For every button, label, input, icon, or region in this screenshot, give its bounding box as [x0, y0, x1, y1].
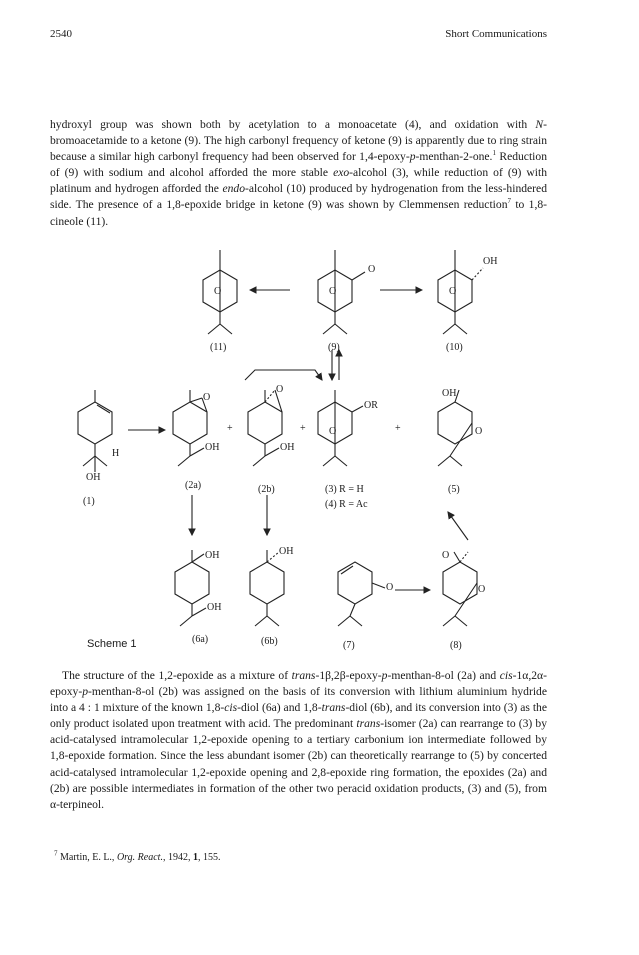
citation-ref: 1	[492, 149, 496, 158]
paragraph-1: hydroxyl group was shown both by acetylation to a monoacetate (4), and oxidation with N-bromoacetamide to a ketone (9). The high carbonyl frequency of ketone (9) is apparently due to ring strain because a similar high carbonyl frequency had been observed for 1,4-epoxy-p-menthan-2-one.$^1$ Reduction of (9) with sodium and alcohol afforded the more stable exo-alcohol (3), while reduction of (9) with platinum and hydrogen afforded the endo-alcohol (10) produced by hydrogenation from the less-hindered side. The presence of a 1,8-epoxide bridge in ketone (9) was shown by Clemmensen reduction$^7$ to 1,8-cineole (11).	[50, 118, 548, 228]
atom-o: O	[276, 384, 284, 395]
compound-label: (2a)	[185, 480, 202, 491]
footnote: $^7$ Martin, E. L., Org. React., 1942, 1, 155.	[54, 849, 221, 863]
compound-label: (6a)	[192, 634, 209, 645]
compound-label: (2b)	[258, 484, 275, 495]
structure-2a	[173, 390, 207, 466]
structure-10	[438, 250, 483, 334]
atom-o: O	[214, 286, 222, 297]
compound-label: (9)	[328, 342, 340, 353]
structure-7	[338, 562, 385, 626]
atom-o: O	[478, 584, 486, 595]
compound-label: (5)	[448, 484, 460, 495]
structure-6b	[250, 550, 284, 626]
atom-o: O	[475, 426, 483, 437]
atom-o: O	[203, 392, 211, 403]
plus-sign: +	[300, 423, 306, 434]
compound-label: (8)	[450, 640, 462, 651]
atom-o: O	[386, 582, 394, 593]
compound-label: (4) R = Ac	[325, 499, 368, 510]
compound-label: (1)	[83, 496, 95, 507]
scheme-caption: Scheme 1	[87, 638, 137, 650]
citation-ref: 7	[507, 197, 511, 206]
atom-oh: OH	[205, 442, 220, 453]
compound-label: (11)	[210, 342, 227, 353]
page-header	[50, 28, 547, 42]
atom-oh: OH	[279, 546, 294, 557]
compound-label: (10)	[446, 342, 463, 353]
plus-sign: +	[395, 423, 401, 434]
atom-o: O	[449, 286, 457, 297]
structure-5	[438, 390, 472, 466]
structure-9	[318, 250, 365, 334]
atom-oh: OH	[86, 472, 101, 483]
atom-h: H	[112, 448, 120, 459]
journal-section: Short Communications	[445, 28, 547, 40]
atom-oh: OH	[442, 388, 457, 399]
structure-3-4	[318, 390, 363, 466]
atom-or: OR	[364, 400, 378, 411]
arrow-8-to-5	[448, 512, 468, 540]
paragraph-2: The structure of the 1,2-epoxide as a mixture of trans-1β,2β-epoxy-p-menthan-8-ol (2a) and cis-1α,2α-epoxy-p-menthan-8-ol (2b) was assigned on the basis of its conversion with lithium aluminium hydride into a 4 : 1 mixture of the known 1,8-cis-diol (6a) and 1,8-trans-diol (6b), and its conversion into (3) as the only product isolated upon treatment with acid. The predominant trans-isomer (2a) can rearrange to (3) by acid-catalysed intramolecular 1,2-epoxide opening to a tertiary carbonium ion intermediate followed by 1,8-epoxide formation. Since the less abundant isomer (2b) can theoretically rearrange to (5) by concerted acid-catalysed intramolecular 1,2-epoxide opening and 2,8-epoxide ring formation, the epoxides (2a) and (2b) are possible intermediates in formation of the other two peracid oxidation products, (3) and (5), from α-terpineol.	[50, 669, 547, 811]
atom-o: O	[329, 426, 337, 437]
scheme-drawing	[50, 250, 550, 660]
compound-label: (3) R = H	[325, 484, 364, 495]
plus-sign: +	[227, 423, 233, 434]
structure-6a	[175, 550, 209, 626]
atom-o: O	[329, 286, 337, 297]
atom-o: O	[442, 550, 450, 561]
atom-oh: OH	[483, 256, 498, 267]
structure-2b	[248, 390, 282, 466]
atom-oh: OH	[280, 442, 295, 453]
atom-o: O	[368, 264, 376, 275]
reaction-scheme	[50, 250, 550, 660]
atom-oh: OH	[205, 550, 220, 561]
arrow-2b-to-3	[245, 370, 322, 380]
structure-8	[443, 552, 477, 626]
structure-1	[78, 390, 112, 472]
atom-oh: OH	[207, 602, 222, 613]
compound-label: (7)	[343, 640, 355, 651]
compound-label: (6b)	[261, 636, 278, 647]
page-number: 2540	[50, 28, 72, 40]
